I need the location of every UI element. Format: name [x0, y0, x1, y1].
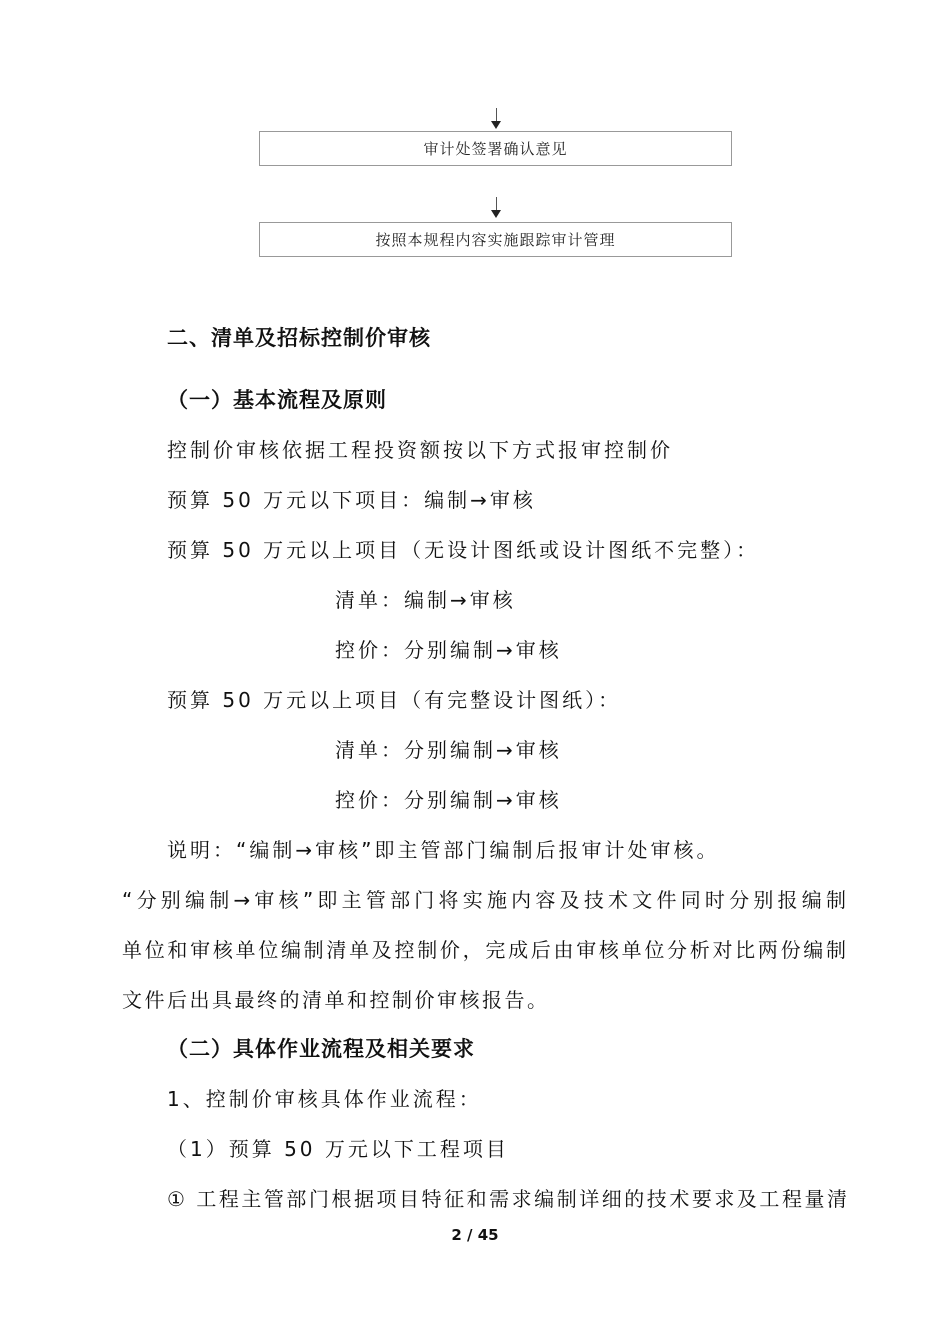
body-line-indented: 清单：分别编制→审核	[335, 738, 562, 762]
body-line: 预算 50 万元以下项目：编制→审核	[167, 488, 536, 512]
flow-box-tracking-audit-label: 按照本规程内容实施跟踪审计管理	[375, 231, 616, 249]
flow-connector-2	[496, 197, 497, 211]
page-number: 2 / 45	[451, 1226, 499, 1244]
flow-box-audit-confirm	[259, 131, 732, 166]
subsection-heading-workflow: （二）具体作业流程及相关要求	[167, 1037, 475, 1061]
body-line: 控制价审核依据工程投资额按以下方式报审控制价	[167, 438, 673, 462]
body-line-note: 说明：“编制→审核”即主管部门编制后报审计处审核。	[167, 838, 720, 862]
body-line-indented: 清单：编制→审核	[335, 588, 516, 612]
section-heading: 二、清单及招标控制价审核	[167, 326, 431, 350]
flow-connector-1	[496, 108, 497, 122]
body-line: 1、控制价审核具体作业流程：	[167, 1087, 482, 1111]
body-line-indented: 控价：分别编制→审核	[335, 788, 562, 812]
body-line: 预算 50 万元以上项目（无设计图纸或设计图纸不完整）：	[167, 538, 760, 562]
paragraph-line: 单位和审核单位编制清单及控制价，完成后由审核单位分析对比两份编制	[122, 938, 846, 962]
flow-box-tracking-audit	[259, 222, 732, 257]
flow-arrow-down-icon	[491, 210, 501, 218]
body-line: （1）预算 50 万元以下工程项目	[167, 1137, 509, 1161]
flow-arrow-down-icon	[491, 121, 501, 129]
body-line-last: ① 工程主管部门根据项目特征和需求编制详细的技术要求及工程量清	[167, 1187, 847, 1211]
body-line: 预算 50 万元以上项目（有完整设计图纸）：	[167, 688, 622, 712]
subsection-heading-basic-process: （一）基本流程及原则	[167, 388, 387, 412]
paragraph-line: 文件后出具最终的清单和控制价审核报告。	[122, 988, 550, 1012]
flow-box-audit-confirm-label: 审计处签署确认意见	[423, 140, 568, 158]
paragraph-line: “分别编制→审核”即主管部门将实施内容及技术文件同时分别报编制	[122, 888, 846, 912]
body-line-indented: 控价：分别编制→审核	[335, 638, 562, 662]
